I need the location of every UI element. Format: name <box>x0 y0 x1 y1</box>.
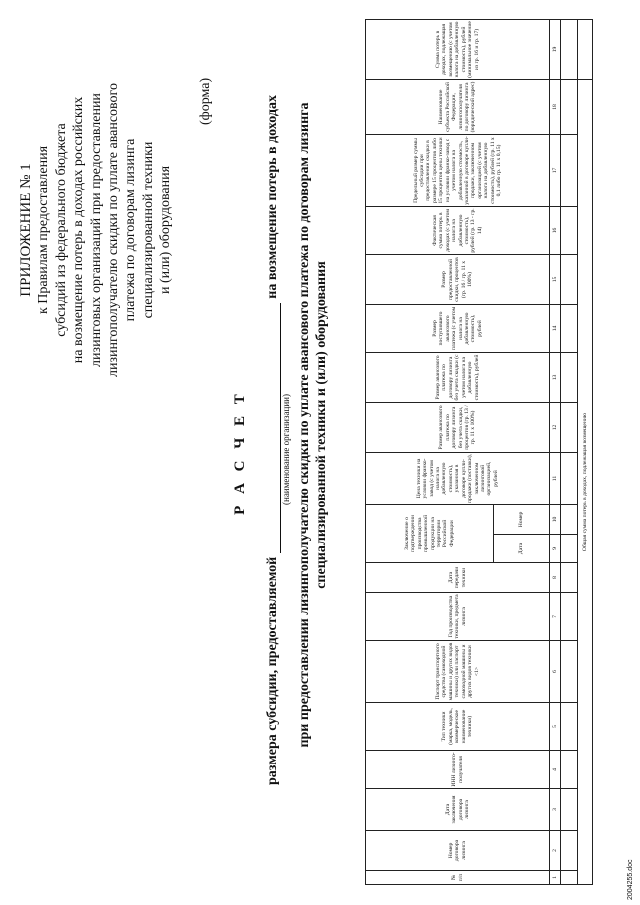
calculation-table <box>365 19 593 885</box>
subsidy-line-start: размера субсидии, предоставляемой <box>265 556 280 785</box>
column-number: 1 <box>550 871 561 885</box>
appendix-line: платежа по договорам лизинга <box>123 138 139 322</box>
data-cell[interactable] <box>561 789 578 831</box>
purpose-line: при предоставлении лизингополучателю скидки по уплате авансового платежа по договорам лизинга <box>297 102 312 748</box>
column-number: 5 <box>550 703 561 751</box>
data-cell[interactable] <box>561 751 578 789</box>
column-number: 3 <box>550 789 561 831</box>
col-header-14: Размер поступившего авансового платежа (с учетом налога на добавленную стоимость), рублей <box>366 304 550 352</box>
col-header-12: Размер авансового платежа по договору лизинга без учета скидки, процентов (гр. 13 / гр. 11 x 100%) <box>366 402 550 452</box>
col-header-13: Размер авансового платежа по договору лизинга без учета скидки (с учетом налога на добавленную стоимость), рублей <box>366 352 550 402</box>
appendix-line: субсидий из федерального бюджета <box>53 123 69 337</box>
column-number: 18 <box>550 79 561 134</box>
data-cell[interactable] <box>561 254 578 304</box>
purpose-text <box>296 25 330 825</box>
col-header-11: Цена техники на условии франко-завод (с учетом налога на добавленную стоимость), указанная в договоре купли-продажи (поставки), заключенном лизинговой организацией, рублей <box>366 452 550 504</box>
column-number: 10 <box>550 504 561 534</box>
column-number: 14 <box>550 304 561 352</box>
col-subheader-date: Дата <box>494 535 550 563</box>
column-number: 16 <box>550 206 561 254</box>
column-number: 19 <box>550 19 561 79</box>
data-cell[interactable] <box>561 352 578 402</box>
organization-name-blank[interactable] <box>266 303 281 553</box>
data-cell[interactable] <box>561 593 578 641</box>
col-subheader-number: Номер <box>494 504 550 534</box>
organization-note: (наименование организации) <box>281 394 291 505</box>
data-cell[interactable] <box>561 134 578 206</box>
data-cell[interactable] <box>561 206 578 254</box>
column-number: 6 <box>550 641 561 703</box>
data-cell[interactable] <box>561 563 578 593</box>
column-number: 8 <box>550 563 561 593</box>
column-number-row <box>550 19 561 884</box>
data-cell[interactable] <box>561 641 578 703</box>
col-header-15: Размер предоставленной скидки, процентов (гр. 16 / гр. 11 x 100%) <box>366 254 550 304</box>
appendix-line: на возмещение потерь в доходах российских <box>71 96 87 364</box>
data-cell[interactable] <box>561 402 578 452</box>
data-cell[interactable] <box>561 452 578 504</box>
purpose-line: специализированной техники и (или) оборудования <box>314 261 329 589</box>
col-header-4: ИНН лизинго-получателя <box>366 751 550 789</box>
subsidy-line-end: на возмещение потерь в доходах <box>265 95 280 299</box>
col-header-5: Тип техники (марка, модель, коммерческое наименование техники) <box>366 703 550 751</box>
appendix-heading: ПРИЛОЖЕНИЕ № 1 <box>18 163 34 297</box>
col-header-7: Год производства техники, предмета лизинга <box>366 593 550 641</box>
footer-code: 2004255.doc <box>627 859 634 900</box>
data-cell[interactable] <box>561 871 578 885</box>
appendix-line: к Правилам предоставления <box>36 145 52 315</box>
total-label: Общая сумма потерь в доходах, подлежащая возмещению <box>578 79 593 884</box>
column-number: 9 <box>550 535 561 563</box>
total-value-cell[interactable] <box>578 19 593 79</box>
form-note: (форма) <box>198 77 213 125</box>
col-header-3: Дата заключения договора лизинга <box>366 789 550 831</box>
data-cell[interactable] <box>561 504 578 534</box>
col-header-18: Наименование субъекта Российской Федерации, лизингополучателя по договору лизинга (юридический адрес) <box>366 79 550 134</box>
data-cell[interactable] <box>561 535 578 563</box>
col-header-8: Дата передачи техники <box>366 563 550 593</box>
column-number: 7 <box>550 593 561 641</box>
data-row <box>561 19 578 884</box>
col-header-9-10: Заключение о подтверждении производства промышленной продукции на территории Российской Федерации <box>366 504 494 562</box>
col-header-6: Паспорт транспортного средства (самоходной машины и других видов техники) или паспорт самоходной машины и других видов техники <1> <box>366 641 550 703</box>
col-header-16: Фактическая сумма потерь в доходах (с учетом налога на добавленную стоимость), рублей (гр. 13 - гр. 14) <box>366 206 550 254</box>
data-cell[interactable] <box>561 304 578 352</box>
col-header-17: Предельный размер суммы субсидии при предоставлении скидки в размере 15 процентов либо 15 процентов цены техники на условии франко-завод с учетом налога на добавленную стоимость, указанной в договоре купли-продажи, заключенном организацией (с учетом налога на добавленную стоимость), рублей (гр. 11 x 0,1 либо гр. 11 x 0,15) <box>366 134 550 206</box>
column-number: 11 <box>550 452 561 504</box>
appendix-line: лизингополучателю скидки по уплате авансового <box>106 83 122 377</box>
data-cell[interactable] <box>561 831 578 871</box>
column-number: 17 <box>550 134 561 206</box>
appendix-line: лизинговых организаций при предоставлении <box>88 93 104 367</box>
appendix-line: и (или) оборудования <box>158 165 174 295</box>
total-row <box>578 19 593 884</box>
column-number: 12 <box>550 402 561 452</box>
document-title: Р А С Ч Е Т <box>232 390 248 515</box>
appendix-block <box>18 40 175 420</box>
data-cell[interactable] <box>561 19 578 79</box>
column-number: 13 <box>550 352 561 402</box>
col-header-1: № п/п <box>366 871 550 885</box>
col-header-2: Номер договора лизинга <box>366 831 550 871</box>
col-header-19: Сумма потерь в доходах, подлежащая возмещению (с учетом налога на добавленную стоимость), рублей (минимальное значение из гр. 16 и гр. 17) <box>366 19 550 79</box>
column-number: 2 <box>550 831 561 871</box>
subsidy-line <box>265 45 281 785</box>
data-cell[interactable] <box>561 703 578 751</box>
data-cell[interactable] <box>561 79 578 134</box>
column-number: 15 <box>550 254 561 304</box>
column-number: 4 <box>550 751 561 789</box>
appendix-line: специализированной техники <box>140 141 156 319</box>
